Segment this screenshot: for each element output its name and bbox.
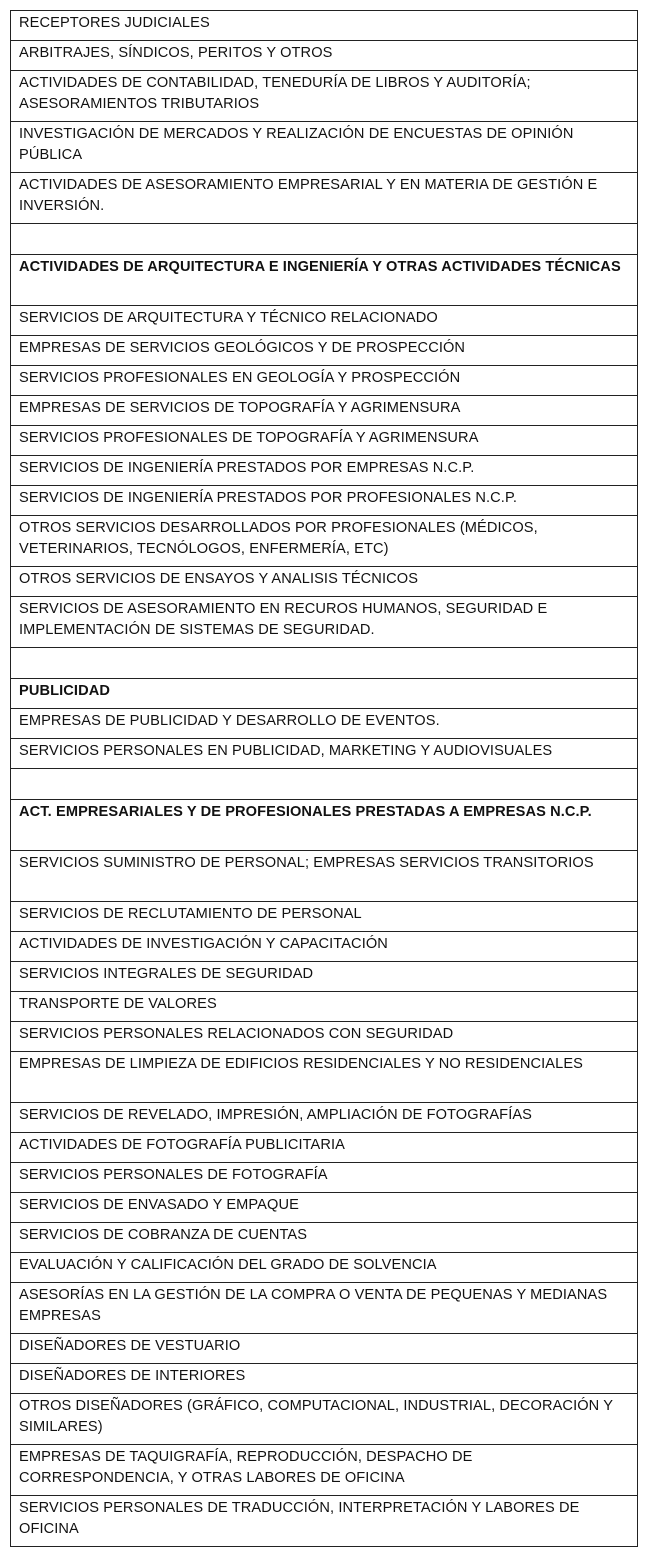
activity-cell: SERVICIOS DE COBRANZA DE CUENTAS xyxy=(11,1223,638,1253)
table-row xyxy=(11,902,638,932)
activities-table xyxy=(10,10,638,1547)
blank-row xyxy=(11,769,638,800)
activity-cell: ACTIVIDADES DE ASESORAMIENTO EMPRESARIAL Y EN MATERIA DE GESTIÓN E INVERSIÓN. xyxy=(11,173,638,224)
table-row xyxy=(11,1052,638,1103)
activity-cell: EMPRESAS DE TAQUIGRAFÍA, REPRODUCCIÓN, DESPACHO DE CORRESPONDENCIA, Y OTRAS LABORES DE OFICINA xyxy=(11,1445,638,1496)
activity-cell: RECEPTORES JUDICIALES xyxy=(11,11,638,41)
table-row xyxy=(11,396,638,426)
table-row xyxy=(11,1163,638,1193)
activity-cell: SERVICIOS PERSONALES RELACIONADOS CON SEGURIDAD xyxy=(11,1022,638,1052)
table-row xyxy=(11,709,638,739)
activity-cell: TRANSPORTE DE VALORES xyxy=(11,992,638,1022)
table-row xyxy=(11,306,638,336)
table-row xyxy=(11,1496,638,1547)
activity-cell: OTROS DISEÑADORES (GRÁFICO, COMPUTACIONAL, INDUSTRIAL, DECORACIÓN Y SIMILARES) xyxy=(11,1394,638,1445)
table-row xyxy=(11,739,638,769)
blank-cell xyxy=(11,769,638,800)
table-row xyxy=(11,71,638,122)
table-row xyxy=(11,567,638,597)
table-row xyxy=(11,1445,638,1496)
activity-cell: SERVICIOS PERSONALES DE TRADUCCIÓN, INTERPRETACIÓN Y LABORES DE OFICINA xyxy=(11,1496,638,1547)
section-header-row xyxy=(11,255,638,306)
activity-cell: SERVICIOS INTEGRALES DE SEGURIDAD xyxy=(11,962,638,992)
blank-row xyxy=(11,648,638,679)
activity-cell: DISEÑADORES DE VESTUARIO xyxy=(11,1334,638,1364)
activity-cell: INVESTIGACIÓN DE MERCADOS Y REALIZACIÓN DE ENCUESTAS DE OPINIÓN PÚBLICA xyxy=(11,122,638,173)
blank-cell xyxy=(11,648,638,679)
table-row xyxy=(11,597,638,648)
table-row xyxy=(11,932,638,962)
table-row xyxy=(11,1193,638,1223)
activity-cell: ARBITRAJES, SÍNDICOS, PERITOS Y OTROS xyxy=(11,41,638,71)
activity-cell: SERVICIOS PROFESIONALES DE TOPOGRAFÍA Y AGRIMENSURA xyxy=(11,426,638,456)
activity-cell: SERVICIOS DE REVELADO, IMPRESIÓN, AMPLIACIÓN DE FOTOGRAFÍAS xyxy=(11,1103,638,1133)
activity-cell: SERVICIOS DE RECLUTAMIENTO DE PERSONAL xyxy=(11,902,638,932)
activity-cell: DISEÑADORES DE INTERIORES xyxy=(11,1364,638,1394)
table-row xyxy=(11,1364,638,1394)
activity-cell: EMPRESAS DE SERVICIOS DE TOPOGRAFÍA Y AGRIMENSURA xyxy=(11,396,638,426)
table-row xyxy=(11,173,638,224)
activity-cell: EVALUACIÓN Y CALIFICACIÓN DEL GRADO DE SOLVENCIA xyxy=(11,1253,638,1283)
activities-sheet xyxy=(10,10,638,1547)
table-row xyxy=(11,1103,638,1133)
table-row xyxy=(11,1253,638,1283)
table-row xyxy=(11,962,638,992)
table-row xyxy=(11,122,638,173)
activity-cell: ACTIVIDADES DE FOTOGRAFÍA PUBLICITARIA xyxy=(11,1133,638,1163)
table-row xyxy=(11,992,638,1022)
section-header-cell: ACTIVIDADES DE ARQUITECTURA E INGENIERÍA Y OTRAS ACTIVIDADES TÉCNICAS xyxy=(11,255,638,306)
table-row xyxy=(11,851,638,902)
activity-cell: EMPRESAS DE SERVICIOS GEOLÓGICOS Y DE PROSPECCIÓN xyxy=(11,336,638,366)
activity-cell: SERVICIOS DE INGENIERÍA PRESTADOS POR PROFESIONALES N.C.P. xyxy=(11,486,638,516)
table-row xyxy=(11,456,638,486)
table-row xyxy=(11,366,638,396)
blank-cell xyxy=(11,224,638,255)
table-row xyxy=(11,41,638,71)
activity-cell: EMPRESAS DE LIMPIEZA DE EDIFICIOS RESIDENCIALES Y NO RESIDENCIALES xyxy=(11,1052,638,1103)
section-header-cell: PUBLICIDAD xyxy=(11,679,638,709)
activity-cell: ACTIVIDADES DE CONTABILIDAD, TENEDURÍA DE LIBROS Y AUDITORÍA; ASESORAMIENTOS TRIBUTARIOS xyxy=(11,71,638,122)
section-header-row xyxy=(11,800,638,851)
activity-cell: SERVICIOS DE ENVASADO Y EMPAQUE xyxy=(11,1193,638,1223)
activity-cell: SERVICIOS DE INGENIERÍA PRESTADOS POR EMPRESAS N.C.P. xyxy=(11,456,638,486)
table-row xyxy=(11,336,638,366)
activity-cell: SERVICIOS DE ASESORAMIENTO EN RECUROS HUMANOS, SEGURIDAD E IMPLEMENTACIÓN DE SISTEMAS DE SEGURIDAD. xyxy=(11,597,638,648)
activity-cell: OTROS SERVICIOS DE ENSAYOS Y ANALISIS TÉCNICOS xyxy=(11,567,638,597)
table-row xyxy=(11,1022,638,1052)
activity-cell: SERVICIOS DE ARQUITECTURA Y TÉCNICO RELACIONADO xyxy=(11,306,638,336)
activity-cell: SERVICIOS PERSONALES DE FOTOGRAFÍA xyxy=(11,1163,638,1193)
table-row xyxy=(11,1394,638,1445)
section-header-cell: ACT. EMPRESARIALES Y DE PROFESIONALES PRESTADAS A EMPRESAS N.C.P. xyxy=(11,800,638,851)
table-row xyxy=(11,486,638,516)
table-row xyxy=(11,516,638,567)
section-header-row xyxy=(11,679,638,709)
table-row xyxy=(11,11,638,41)
blank-row xyxy=(11,224,638,255)
table-row xyxy=(11,1334,638,1364)
table-row xyxy=(11,1223,638,1253)
table-row xyxy=(11,1133,638,1163)
activity-cell: OTROS SERVICIOS DESARROLLADOS POR PROFESIONALES (MÉDICOS, VETERINARIOS, TECNÓLOGOS, ENFERMERÍA, ETC) xyxy=(11,516,638,567)
activity-cell: SERVICIOS PROFESIONALES EN GEOLOGÍA Y PROSPECCIÓN xyxy=(11,366,638,396)
table-row xyxy=(11,1283,638,1334)
activity-cell: SERVICIOS SUMINISTRO DE PERSONAL; EMPRESAS SERVICIOS TRANSITORIOS xyxy=(11,851,638,902)
activity-cell: SERVICIOS PERSONALES EN PUBLICIDAD, MARKETING Y AUDIOVISUALES xyxy=(11,739,638,769)
activities-table-body xyxy=(11,11,638,1547)
table-row xyxy=(11,426,638,456)
activity-cell: ASESORÍAS EN LA GESTIÓN DE LA COMPRA O VENTA DE PEQUENAS Y MEDIANAS EMPRESAS xyxy=(11,1283,638,1334)
activity-cell: ACTIVIDADES DE INVESTIGACIÓN Y CAPACITACIÓN xyxy=(11,932,638,962)
activity-cell: EMPRESAS DE PUBLICIDAD Y DESARROLLO DE EVENTOS. xyxy=(11,709,638,739)
